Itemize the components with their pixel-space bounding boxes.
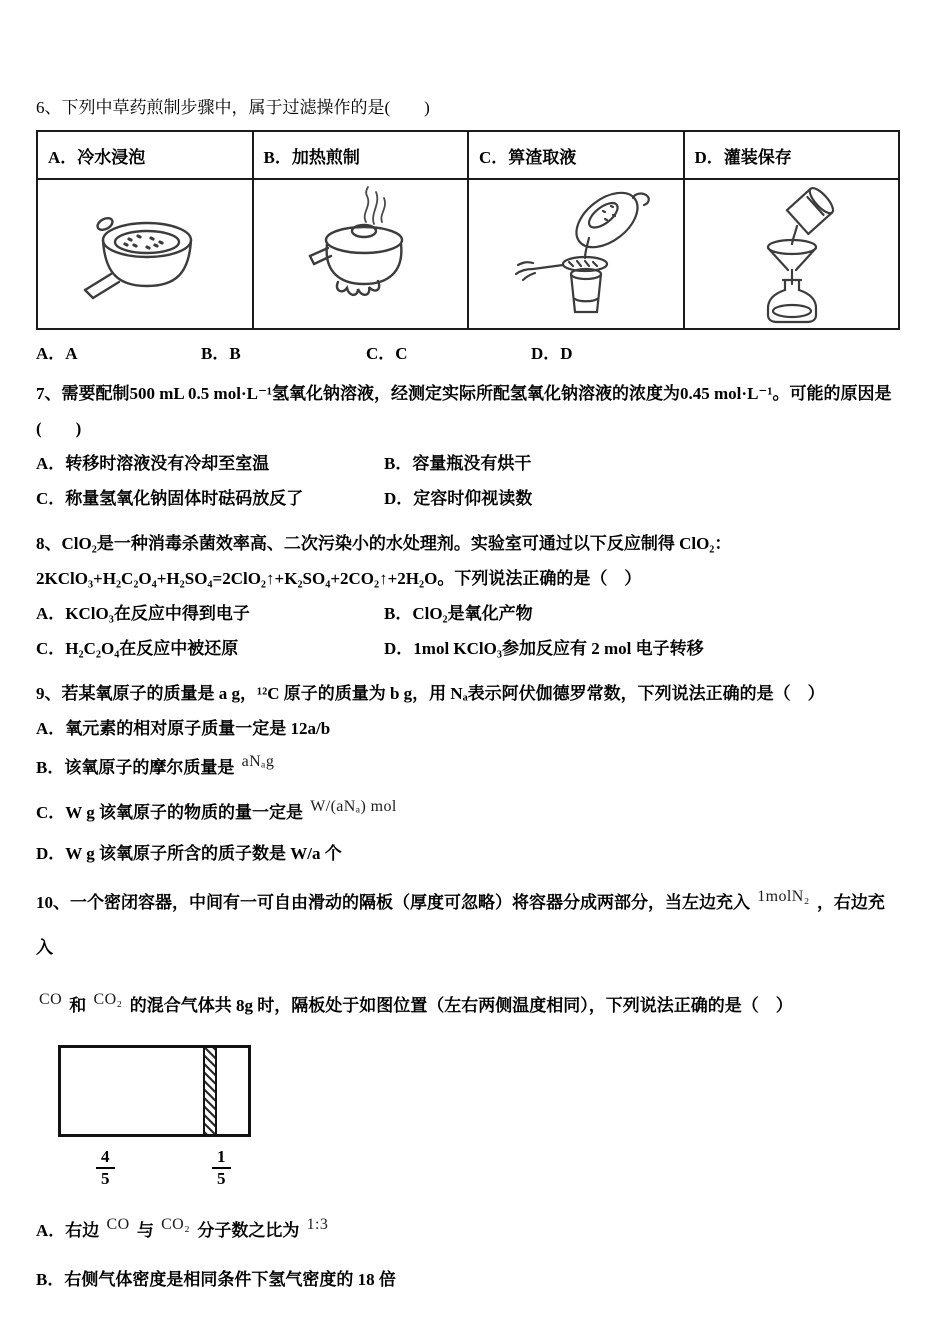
- question-10-line2: [36, 984, 900, 1029]
- q10-option-a-mid: 与: [136, 1221, 154, 1240]
- q10-option-a-co: CO: [106, 1216, 130, 1233]
- answer-c: C．C: [366, 344, 408, 363]
- question-7-options-cd: [36, 481, 900, 516]
- q10-line2-mid: 和: [69, 996, 87, 1015]
- pot-boiling-on-fire-illustration: [280, 184, 440, 324]
- right-fraction-numerator: 1: [212, 1147, 231, 1169]
- question-8-options-ab: [36, 596, 900, 631]
- q8-option-a: A．KClO₃在反应中得到电子: [36, 604, 250, 623]
- q10-option-b: B．右侧气体密度是相同条件下氢气密度的 18 倍: [36, 1270, 396, 1289]
- table-image-row: [37, 179, 899, 329]
- left-fraction-denominator: 5: [101, 1168, 110, 1188]
- q9-option-b: [36, 746, 900, 791]
- q8-option-b: B．ClO₂是氧化产物: [384, 604, 533, 623]
- q10-option-a: [36, 1209, 900, 1254]
- question-8: [36, 526, 900, 666]
- question-8-title: 8、ClO₂是一种消毒杀菌效率高、二次污染小的水处理剂。实验室可通过以下反应制得 ClO₂：2KClO₃+H₂C₂O₄+H₂SO₄=2ClO₂↑+K₂SO₄+2CO₂↑+2H₂O。下列说法正确的是（ ）: [36, 534, 732, 588]
- q7-option-b: B．容量瓶没有烘干: [384, 454, 532, 473]
- table-header-row: [37, 131, 899, 179]
- question-10-line1: [36, 881, 900, 970]
- question-10: [36, 881, 900, 1297]
- question-6-option-table: [36, 130, 900, 330]
- straining-decoction-into-cup-illustration: [491, 184, 661, 324]
- q9-option-b-formula: aNₐg: [241, 753, 275, 770]
- q7-option-c: C．称量氢氧化钠固体时砝码放反了: [36, 489, 304, 508]
- cell-strain-liquid: [468, 179, 684, 329]
- table-header-a: A．冷水浸泡: [37, 131, 253, 179]
- question-9-title: 9、若某氧原子的质量是 a g，¹²C 原子的质量为 b g，用 Nₐ表示阿伏伽德罗常数，下列说法正确的是（ ）: [36, 684, 825, 703]
- answer-d: D．D: [531, 344, 573, 363]
- right-fraction-denominator: 5: [217, 1168, 226, 1188]
- q10-option-a-ratio: 1:3: [306, 1216, 329, 1233]
- left-fraction-numerator: 4: [96, 1147, 115, 1169]
- q9-option-c-text: C．W g 该氧原子的物质的量一定是: [36, 803, 303, 822]
- table-header-b: B．加热煎制: [253, 131, 469, 179]
- cell-bottle-fill: [684, 179, 900, 329]
- q9-option-d: D．W g 该氧原子所含的质子数是 W/a 个: [36, 844, 342, 863]
- table-header-d: D．灌装保存: [684, 131, 900, 179]
- q7-option-a: A．转移时溶液没有冷却至室温: [36, 454, 270, 473]
- q10-co2-formula: CO₂: [93, 991, 123, 1008]
- pouring-through-funnel-into-bottle-illustration: [711, 184, 871, 324]
- q8-option-c: C．H₂C₂O₄在反应中被还原: [36, 639, 239, 658]
- right-volume-fraction: [212, 1147, 231, 1188]
- q9-option-c-formula: W/(aNₐ) mol: [310, 798, 397, 815]
- question-8-options-cd: [36, 631, 900, 666]
- question-7: [36, 376, 900, 516]
- q7-option-d: D．定容时仰视读数: [384, 489, 533, 508]
- container-diagram: [58, 1045, 251, 1137]
- q9-option-c: [36, 791, 900, 836]
- q9-option-a: A．氧元素的相对原子质量一定是 12a/b: [36, 719, 331, 738]
- question-7-options-ab: [36, 446, 900, 481]
- question-7-title: 7、需要配制500 mL 0.5 mol·L⁻¹氢氧化钠溶液，经测定实际所配氢氧化钠溶液的浓度为0.45 mol·L⁻¹。可能的原因是( ): [36, 384, 892, 438]
- answer-a: A．A: [36, 344, 78, 363]
- diagram-fraction-labels: [36, 1145, 900, 1199]
- q10-line1-tail: ，右边充入: [36, 893, 885, 957]
- question-6-answer-row: [36, 342, 900, 366]
- q8-option-d: D．1mol KClO₃参加反应有 2 mol 电子转移: [384, 639, 704, 658]
- q10-option-a-text2: 分子数之比为: [197, 1221, 300, 1240]
- question-9: [36, 676, 900, 871]
- q9-option-b-text: B．该氧原子的摩尔质量是: [36, 758, 235, 777]
- left-volume-fraction: [96, 1147, 115, 1188]
- sliding-partition: [203, 1048, 217, 1134]
- table-header-c: C．箅渣取液: [468, 131, 684, 179]
- q10-line1-text: 10、一个密闭容器，中间有一可自由滑动的隔板（厚度可忽略）将容器分成两部分，当左边充入: [36, 893, 750, 912]
- q10-option-a-co2: CO₂: [161, 1216, 191, 1233]
- answer-b: B．B: [201, 344, 241, 363]
- q10-nitrogen-formula: 1molN₂: [757, 888, 810, 905]
- pot-soaking-herbs-illustration: [65, 184, 225, 324]
- cell-cold-soak: [37, 179, 253, 329]
- q10-co-formula: CO: [39, 991, 63, 1008]
- cell-heat-decoct: [253, 179, 469, 329]
- question-6-title: 6、下列中草药煎制步骤中，属于过滤操作的是( ): [36, 98, 430, 117]
- q10-line2-text: 的混合气体共 8g 时，隔板处于如图位置（左右两侧温度相同），下列说法正确的是（ ）: [129, 996, 793, 1015]
- q10-option-a-text: A．右边: [36, 1221, 100, 1240]
